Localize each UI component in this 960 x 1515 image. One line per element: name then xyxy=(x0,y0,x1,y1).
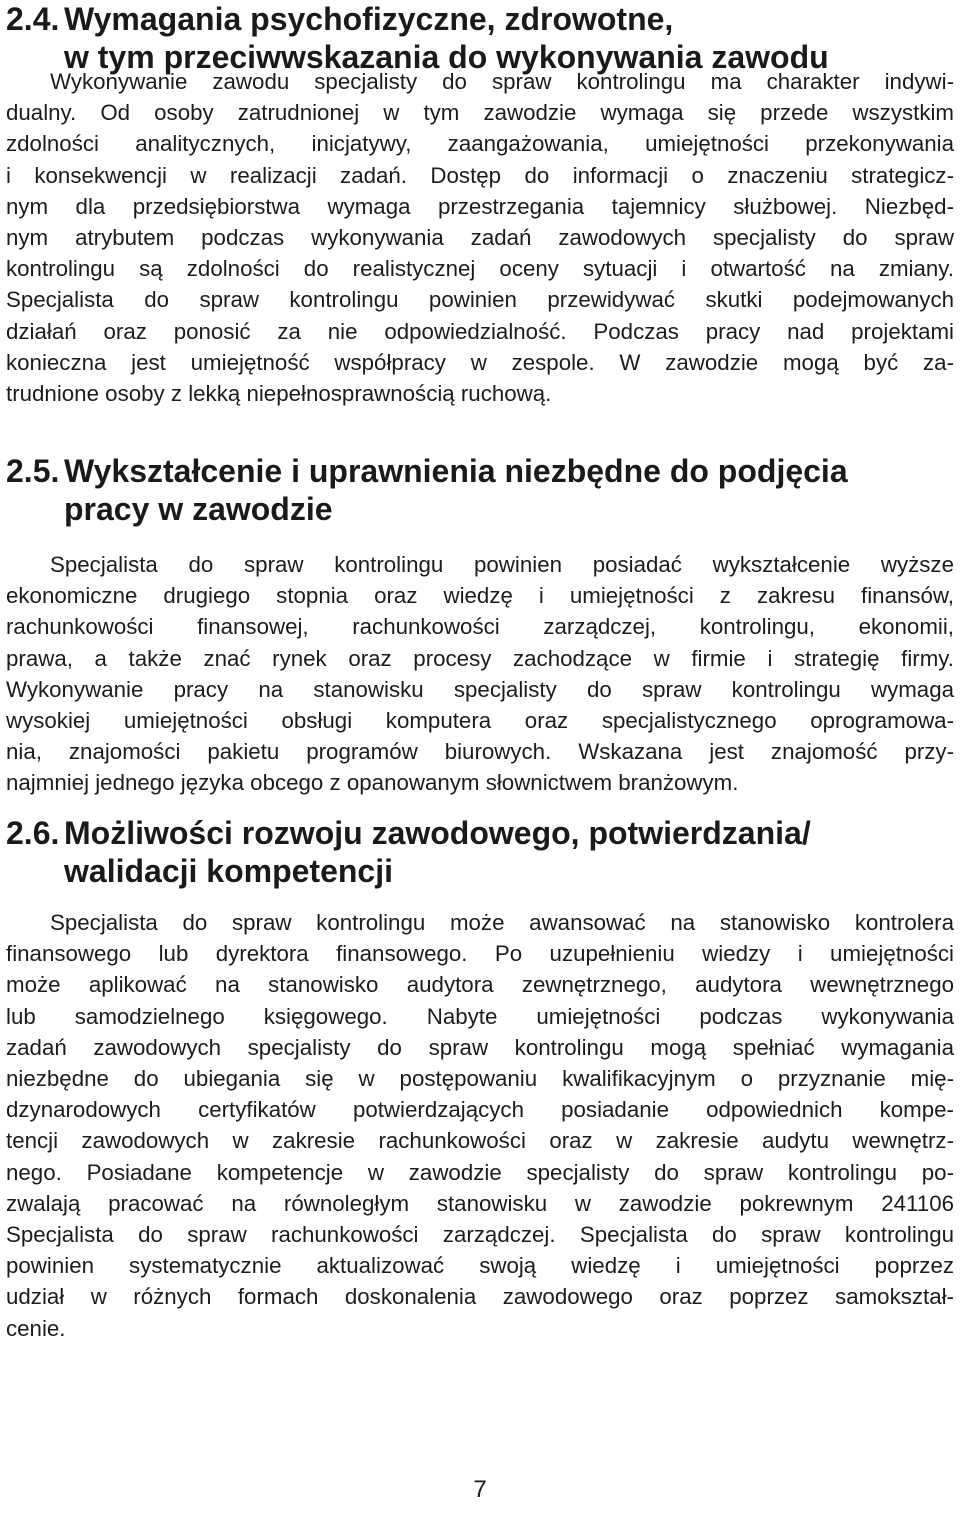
text-line: trudnione osoby z lekką niepełnosprawnością ruchową. xyxy=(6,381,552,407)
section-number: 2.4. xyxy=(6,1,60,37)
text-line: i konsekwencji w realizacji zadań. Dostęp do informacji o znaczeniu strategicz- xyxy=(6,162,954,188)
section-body-2-4 xyxy=(6,66,954,409)
text-line: finansowego lub dyrektora finansowego. Po uzupełnieniu wiedzy i umiejętności xyxy=(6,941,954,967)
text-line: prawa, a także znać rynek oraz procesy zachodzące w firmie i strategię firmy. xyxy=(6,645,954,671)
text-line: Specjalista do spraw kontrolingu może awansować na stanowisko kontrolera xyxy=(50,910,954,935)
section-title-line1: Wymagania psychofizyczne, zdrowotne, xyxy=(64,1,674,37)
text-line: działań oraz ponosić za nie odpowiedzialność. Podczas pracy nad projektami xyxy=(6,318,954,344)
text-line: nego. Posiadane kompetencje w zawodzie specjalisty do spraw kontrolingu po- xyxy=(6,1159,954,1185)
text-line: zadań zawodowych specjalisty do spraw kontrolingu mogą spełniać wymagania xyxy=(6,1034,954,1060)
text-line: najmniej jednego języka obcego z opanowanym słownictwem branżowym. xyxy=(6,770,739,796)
section-number: 2.6. xyxy=(6,815,60,851)
text-line: lub samodzielnego księgowego. Nabyte umiejętności podczas wykonywania xyxy=(6,1003,954,1029)
text-line: Specjalista do spraw kontrolingu powinien posiadać wykształcenie wyższe xyxy=(50,552,954,577)
section-heading-2-5 xyxy=(6,452,848,528)
section-title-line2: w tym przeciwwskazania do wykonywania zawodu xyxy=(64,39,829,75)
text-line: niezbędne do ubiegania się w postępowaniu kwalifikacyjnym o przyznanie mię- xyxy=(6,1066,954,1092)
section-body-2-5 xyxy=(6,549,954,799)
text-line: nym atrybutem podczas wykonywania zadań zawodowych specjalisty do spraw xyxy=(6,225,954,251)
text-line: Specjalista do spraw rachunkowości zarządczej. Specjalista do spraw kontrolingu xyxy=(6,1222,954,1248)
section-body-2-6 xyxy=(6,907,954,1344)
text-line: nia, znajomości pakietu programów biurowych. Wskazana jest znajomość przy- xyxy=(6,739,954,765)
text-line: konieczna jest umiejętność współpracy w zespole. W zawodzie mogą być za- xyxy=(6,349,954,375)
section-title-line2: walidacji kompetencji xyxy=(64,853,393,889)
text-line: ekonomiczne drugiego stopnia oraz wiedzę i umiejętności z zakresu finansów, xyxy=(6,583,954,609)
text-line: zdolności analitycznych, inicjatywy, zaangażowania, umiejętności przekonywania xyxy=(6,131,954,157)
text-line: dzynarodowych certyfikatów potwierdzających posiadanie odpowiednich kompe- xyxy=(6,1097,954,1123)
text-line: cenie. xyxy=(6,1315,66,1341)
section-number: 2.5. xyxy=(6,453,60,489)
text-line: Wykonywanie pracy na stanowisku specjalisty do spraw kontrolingu wymaga xyxy=(6,676,954,702)
section-title-line1: Wykształcenie i uprawnienia niezbędne do podjęcia xyxy=(64,453,848,489)
text-line: tencji zawodowych w zakresie rachunkowości oraz w zakresie audytu wewnętrz- xyxy=(6,1128,954,1154)
text-line: udział w różnych formach doskonalenia zawodowego oraz poprzez samokształ- xyxy=(6,1284,954,1310)
text-line: Specjalista do spraw kontrolingu powinien przewidywać skutki podejmowanych xyxy=(6,287,954,313)
text-line: zwalają pracować na równoległym stanowisku w zawodzie pokrewnym 241106 xyxy=(6,1190,954,1216)
text-line: dualny. Od osoby zatrudnionej w tym zawodzie wymaga się przede wszystkim xyxy=(6,100,954,126)
text-line: nym dla przedsiębiorstwa wymaga przestrzegania tajemnicy służbowej. Niezbęd- xyxy=(6,193,954,219)
page-number: 7 xyxy=(473,1476,487,1503)
text-line: wysokiej umiejętności obsługi komputera oraz specjalistycznego oprogramowa- xyxy=(6,708,954,734)
section-title-line1: Możliwości rozwoju zawodowego, potwierdzania/ xyxy=(64,815,811,851)
text-line: może aplikować na stanowisko audytora zewnętrznego, audytora wewnętrznego xyxy=(6,972,954,998)
section-heading-2-6 xyxy=(6,814,811,890)
text-line: Wykonywanie zawodu specjalisty do spraw kontrolingu ma charakter indywi- xyxy=(50,69,954,94)
section-title-line2: pracy w zawodzie xyxy=(64,491,333,527)
section-heading-2-4 xyxy=(6,0,829,76)
text-line: powinien systematycznie aktualizować swoją wiedzę i umiejętności poprzez xyxy=(6,1253,954,1279)
text-line: kontrolingu są zdolności do realistycznej oceny sytuacji i otwartość na zmiany. xyxy=(6,256,954,282)
text-line: rachunkowości finansowej, rachunkowości zarządczej, kontrolingu, ekonomii, xyxy=(6,614,954,640)
